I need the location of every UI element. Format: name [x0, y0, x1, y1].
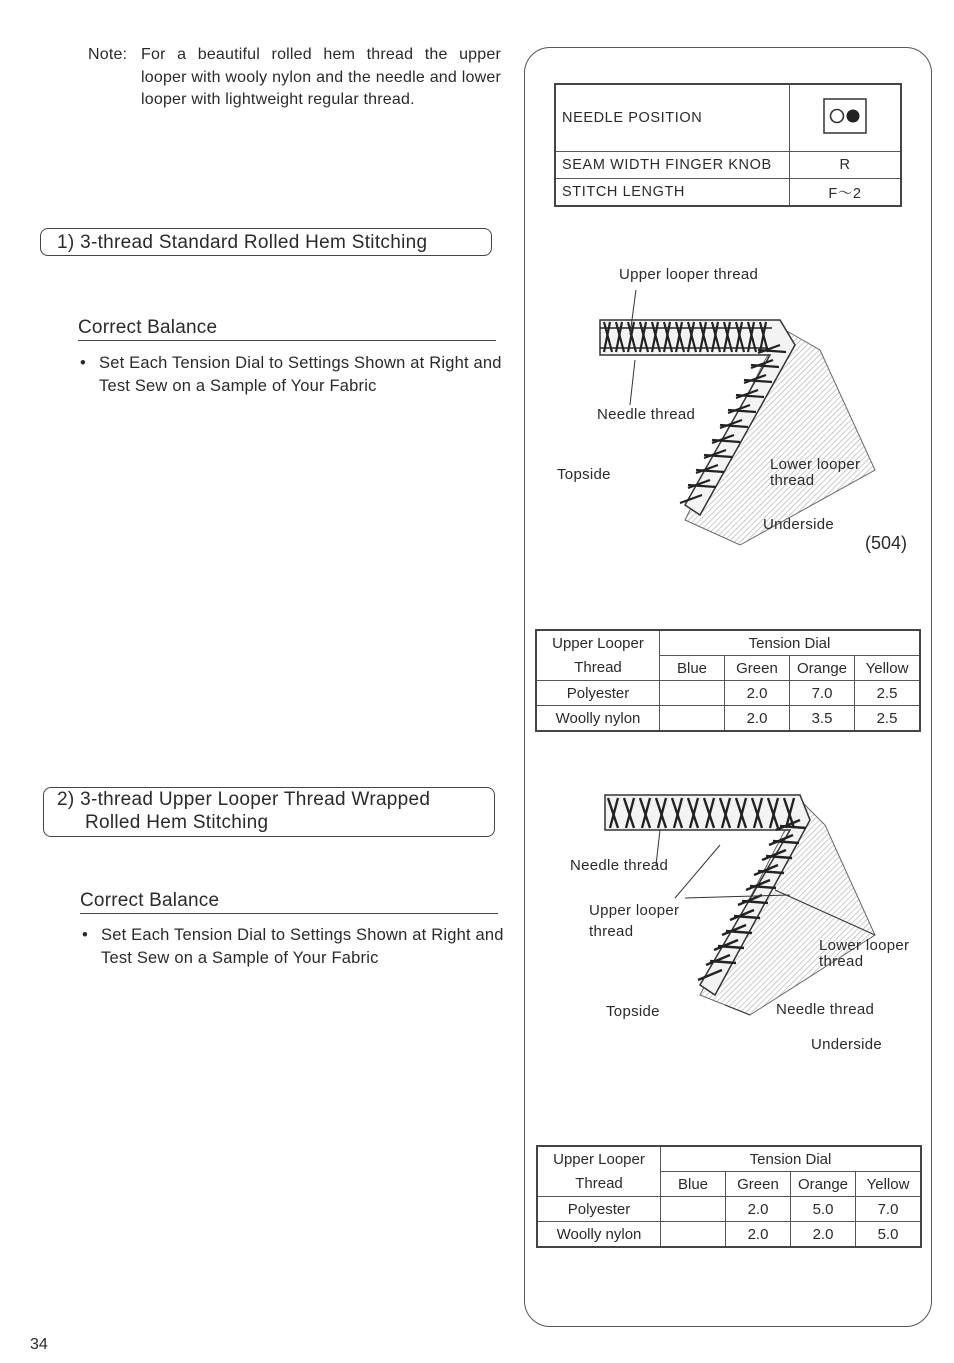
table-row	[537, 1146, 921, 1172]
t2-header-left-1: Upper Looper	[537, 1146, 661, 1172]
machine-settings-table	[554, 83, 902, 207]
t2-row1-yellow: 7.0	[856, 1197, 922, 1222]
t1-header-left-2: Thread	[536, 656, 660, 681]
page-number: 34	[30, 1336, 48, 1353]
needle-position-value	[790, 84, 902, 152]
table-row	[536, 706, 920, 732]
table-row	[555, 179, 901, 207]
d1-lower-looper-line2: thread	[770, 472, 815, 489]
t1-row1-blue	[660, 681, 725, 706]
table-row	[537, 1197, 921, 1222]
t1-row1-orange: 7.0	[790, 681, 855, 706]
t2-header-left-2: Thread	[537, 1172, 661, 1197]
table-row	[555, 152, 901, 179]
t2-col-orange: Orange	[791, 1172, 856, 1197]
t2-row2-label: Woolly nylon	[537, 1222, 661, 1248]
table-row	[536, 656, 920, 681]
d2-lower-looper-line1: Lower looper	[819, 937, 910, 954]
t2-row2-blue	[661, 1222, 726, 1248]
section1-subheading: Correct Balance	[78, 317, 496, 341]
section1-title: 1) 3-thread Standard Rolled Hem Stitching	[40, 228, 492, 256]
d1-topside-label: Topside	[557, 466, 611, 483]
section2-title	[43, 787, 495, 837]
d2-topside-label: Topside	[606, 1003, 660, 1020]
t1-col-green: Green	[725, 656, 790, 681]
d1-underside-label: Underside	[763, 516, 835, 533]
t2-row1-orange: 5.0	[791, 1197, 856, 1222]
t1-row2-blue	[660, 706, 725, 732]
t2-col-blue: Blue	[661, 1172, 726, 1197]
t1-row1-green: 2.0	[725, 681, 790, 706]
table-row	[537, 1222, 921, 1248]
needle-position-icon	[823, 98, 867, 134]
t2-col-green: Green	[726, 1172, 791, 1197]
rolled-hem-diagram-1	[590, 290, 890, 560]
t1-col-yellow: Yellow	[855, 656, 921, 681]
stitch-length-label: STITCH LENGTH	[555, 179, 790, 207]
t2-row2-green: 2.0	[726, 1222, 791, 1248]
t2-col-yellow: Yellow	[856, 1172, 922, 1197]
t1-row2-orange: 3.5	[790, 706, 855, 732]
d2-upper-looper-line1: Upper looper	[589, 902, 680, 919]
t1-row1-label: Polyester	[536, 681, 660, 706]
d2-upper-looper-line2: thread	[589, 923, 634, 940]
d2-needle-top-label: Needle thread	[570, 857, 669, 874]
table-row	[536, 630, 920, 656]
t1-header-left-1: Upper Looper	[536, 630, 660, 656]
section1-bullet-text: Set Each Tension Dial to Settings Shown at Right and Test Sew on a Sample of Your Fabric	[99, 354, 502, 395]
t2-row2-orange: 2.0	[791, 1222, 856, 1248]
table-row	[555, 84, 901, 152]
needle-position-label: NEEDLE POSITION	[555, 84, 790, 152]
table-row	[536, 681, 920, 706]
t1-row2-yellow: 2.5	[855, 706, 921, 732]
d2-upper-looper-label	[589, 900, 679, 942]
t1-col-blue: Blue	[660, 656, 725, 681]
section2-subheading: Correct Balance	[80, 890, 498, 914]
seam-width-value: R	[790, 152, 902, 179]
tension-table-2	[536, 1145, 922, 1248]
t2-row1-blue	[661, 1197, 726, 1222]
t1-col-orange: Orange	[790, 656, 855, 681]
figure-number: (504)	[865, 533, 908, 553]
d1-lower-looper-label	[770, 457, 860, 489]
note-label: Note:	[88, 46, 128, 63]
bullet-icon: •	[80, 354, 86, 372]
section2-bullet-text: Set Each Tension Dial to Settings Shown at Right and Test Sew on a Sample of Your Fabric	[101, 926, 504, 967]
d1-needle-label: Needle thread	[597, 406, 696, 423]
t2-row1-green: 2.0	[726, 1197, 791, 1222]
tension-table-1	[535, 629, 921, 732]
d2-lower-looper-line2: thread	[819, 953, 864, 970]
t1-row1-yellow: 2.5	[855, 681, 921, 706]
d2-underside-label: Underside	[811, 1036, 883, 1053]
d1-upper-looper-label: Upper looper thread	[619, 266, 759, 283]
bullet-icon: •	[82, 926, 88, 944]
t1-header-group: Tension Dial	[660, 630, 921, 656]
d2-lower-looper-label	[819, 938, 909, 970]
d2-needle-bottom-label: Needle thread	[776, 1001, 875, 1018]
d1-lower-looper-line1: Lower looper	[770, 456, 861, 473]
t2-header-group: Tension Dial	[661, 1146, 922, 1172]
t1-row2-label: Woolly nylon	[536, 706, 660, 732]
seam-width-label: SEAM WIDTH FINGER KNOB	[555, 152, 790, 179]
section2-title-line1: 2) 3-thread Upper Looper Thread Wrapped	[57, 789, 431, 810]
note-text: For a beautiful rolled hem thread the upper looper with wooly nylon and the needle and lower looper with lightweight regular thread.	[141, 46, 501, 108]
t2-row1-label: Polyester	[537, 1197, 661, 1222]
section2-title-line2: Rolled Hem Stitching	[85, 812, 269, 833]
t1-row2-green: 2.0	[725, 706, 790, 732]
table-row	[537, 1172, 921, 1197]
stitch-length-value: F～2	[790, 179, 902, 207]
t2-row2-yellow: 5.0	[856, 1222, 922, 1248]
